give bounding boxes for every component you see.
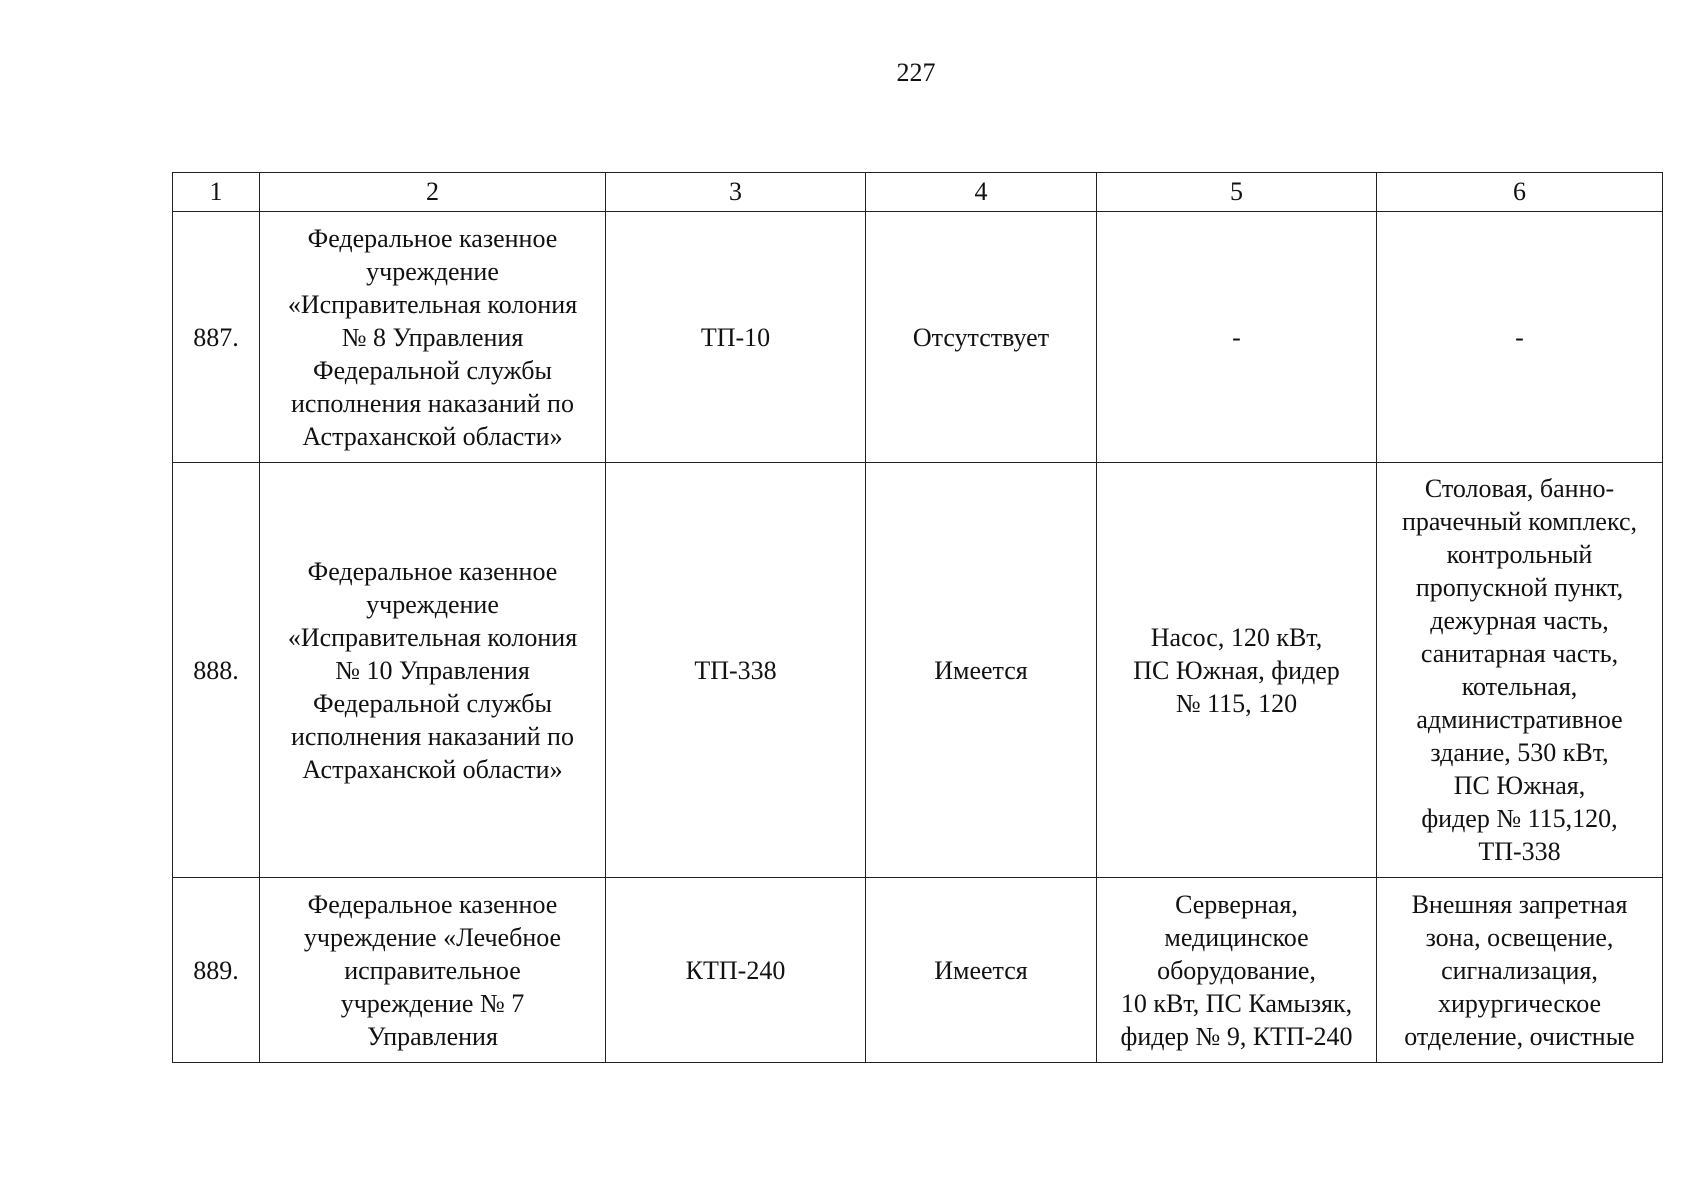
organization-cell: Федеральное казенное учреждение «Исправительная колония № 10 Управления Федеральной службы исполнения наказаний по Астраханской области» <box>260 463 606 878</box>
column-header: 1 <box>173 173 260 212</box>
availability-cell: Отсутствует <box>866 212 1097 463</box>
table-row <box>173 878 1663 1063</box>
table-row <box>173 463 1663 878</box>
row-number-cell: 889. <box>173 878 260 1063</box>
equipment-cell: - <box>1097 212 1377 463</box>
column-header: 2 <box>260 173 606 212</box>
row-number-cell: 887. <box>173 212 260 463</box>
table-header-row <box>173 173 1663 212</box>
availability-cell: Имеется <box>866 463 1097 878</box>
data-table <box>172 172 1663 1063</box>
column-header: 6 <box>1377 173 1663 212</box>
column-header: 5 <box>1097 173 1377 212</box>
availability-cell: Имеется <box>866 878 1097 1063</box>
column-header: 4 <box>866 173 1097 212</box>
substation-cell: ТП-338 <box>606 463 866 878</box>
substation-cell: КТП-240 <box>606 878 866 1063</box>
objects-cell: - <box>1377 212 1663 463</box>
table-row <box>173 212 1663 463</box>
organization-cell: Федеральное казенное учреждение «Лечебное исправительное учреждение № 7 Управления <box>260 878 606 1063</box>
objects-cell: Столовая, банно- прачечный комплекс, контрольный пропускной пункт, дежурная часть, санитарная часть, котельная, административное здание, 530 кВт, ПС Южная, фидер № 115,120, ТП-338 <box>1377 463 1663 878</box>
objects-cell: Внешняя запретная зона, освещение, сигнализация, хирургическое отделение, очистные <box>1377 878 1663 1063</box>
column-header: 3 <box>606 173 866 212</box>
substation-cell: ТП-10 <box>606 212 866 463</box>
organization-cell: Федеральное казенное учреждение «Исправительная колония № 8 Управления Федеральной службы исполнения наказаний по Астраханской области» <box>260 212 606 463</box>
equipment-cell: Насос, 120 кВт, ПС Южная, фидер № 115, 120 <box>1097 463 1377 878</box>
equipment-cell: Серверная, медицинское оборудование, 10 кВт, ПС Камызяк, фидер № 9, КТП-240 <box>1097 878 1377 1063</box>
page-number: 227 <box>896 58 936 87</box>
row-number-cell: 888. <box>173 463 260 878</box>
